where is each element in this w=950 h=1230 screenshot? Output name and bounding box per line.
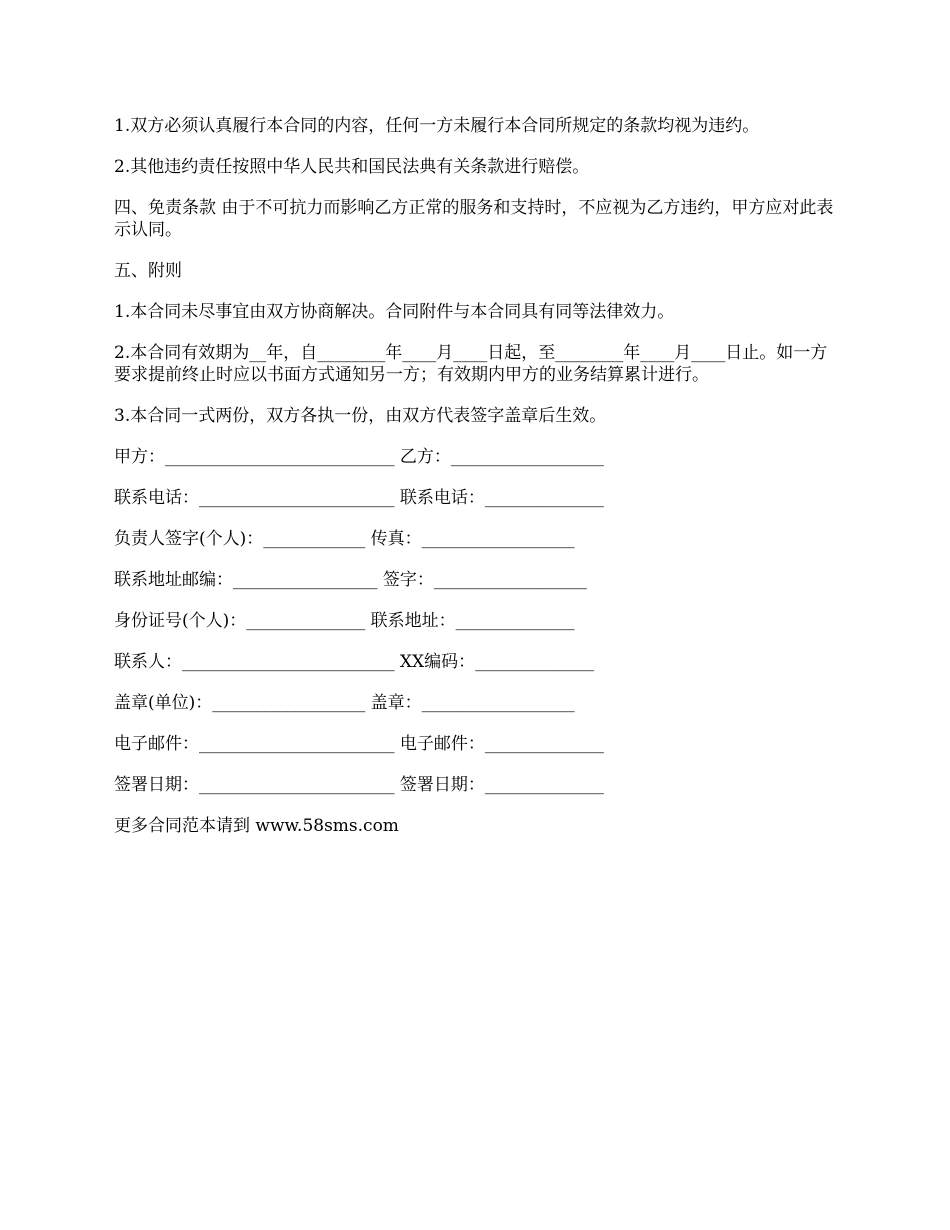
exemption-clause: 四、免责条款 由于不可抗力而影响乙方正常的服务和支持时，不应视为乙方违约，甲方应对此表示认同。 bbox=[114, 198, 834, 240]
signature-date-line: 签署日期：_______________________ 签署日期：______________ bbox=[114, 775, 604, 795]
signature-seal-line: 盖章(单位)：__________________ 盖章：__________________ bbox=[114, 693, 575, 713]
supplementary-clause-1: 1.本合同未尽事宜由双方协商解决。合同附件与本合同具有同等法律效力。 bbox=[114, 302, 675, 322]
signature-phone-line: 联系电话：_______________________ 联系电话：______________ bbox=[114, 488, 604, 508]
signature-email-line: 电子邮件：_______________________ 电子邮件：______________ bbox=[114, 734, 604, 754]
signature-contact-line: 联系人：_________________________ XX编码：______________ bbox=[114, 652, 595, 672]
validity-clause: 2.本合同有效期为__年，自________年____月____日起，至________年____月____日止。如一方要求提前终止时应以书面方式通知另一方；有效期内甲方的业务结算累计进行。 bbox=[114, 343, 828, 385]
breach-clause-1: 1.双方必须认真履行本合同的内容，任何一方未履行本合同所规定的条款均视为违约。 bbox=[114, 116, 760, 136]
document-body bbox=[114, 115, 836, 837]
signature-address-line: 联系地址邮编：_________________ 签字：__________________ bbox=[114, 570, 587, 590]
copies-clause: 3.本合同一式两份，双方各执一份，由双方代表签字盖章后生效。 bbox=[114, 406, 607, 426]
supplementary-heading: 五、附则 bbox=[114, 261, 182, 281]
signature-party-line: 甲方：___________________________ 乙方：__________________ bbox=[114, 447, 604, 467]
breach-clause-2: 2.其他违约责任按照中华人民共和国民法典有关条款进行赔偿。 bbox=[114, 157, 590, 177]
footer-link-text: 更多合同范本请到 www.58sms.com bbox=[114, 816, 399, 836]
signature-id-line: 身份证号(个人)：______________ 联系地址：______________ bbox=[114, 611, 575, 631]
signature-responsible-line: 负责人签字(个人)：____________ 传真：__________________ bbox=[114, 529, 575, 549]
